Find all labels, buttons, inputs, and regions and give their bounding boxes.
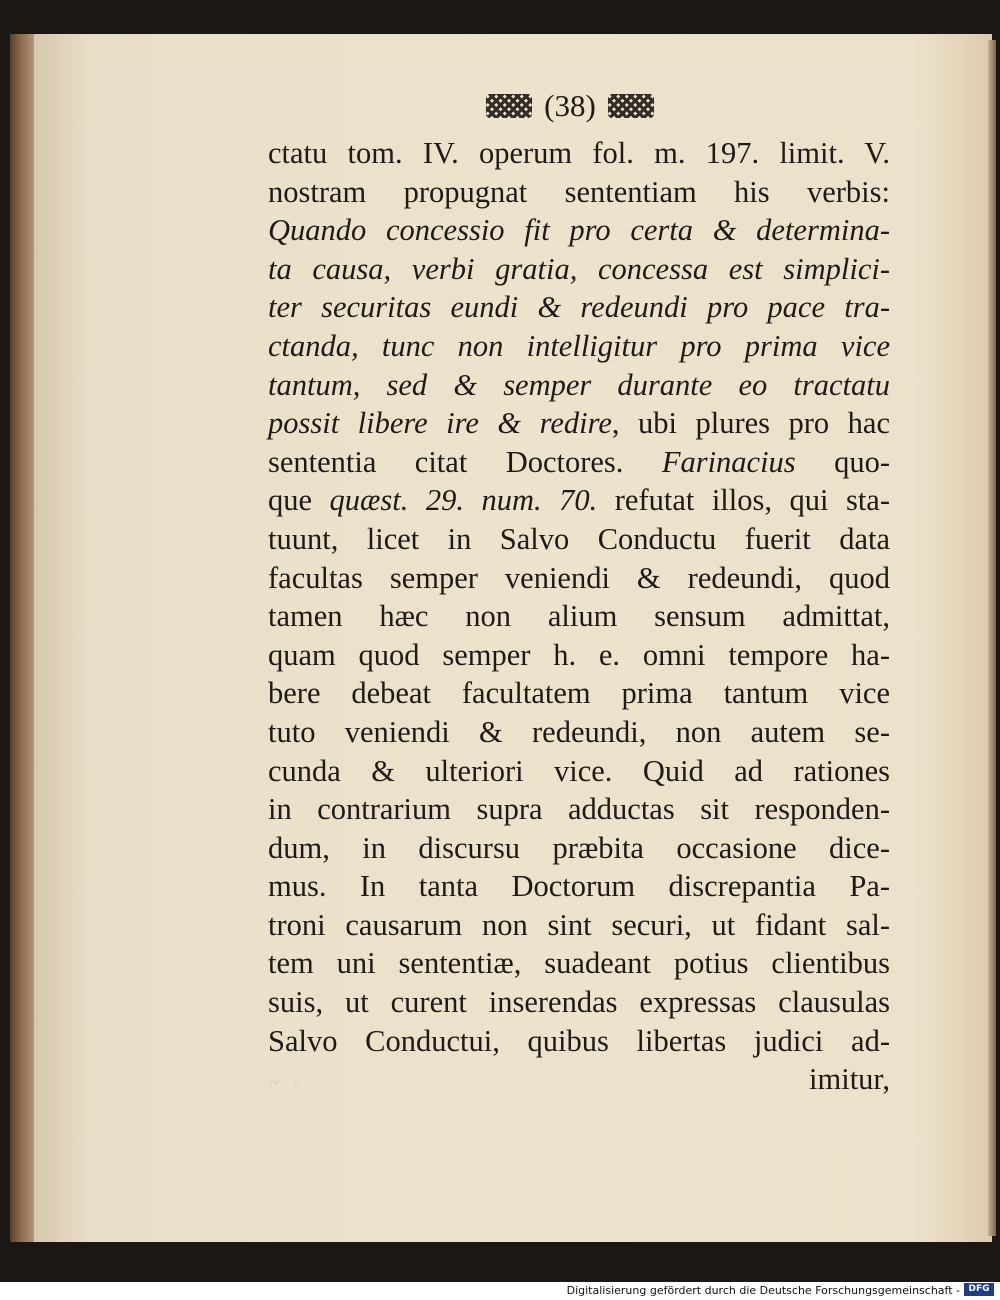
text-line: tamen hæc non alium sensum admittat, — [268, 599, 890, 634]
text-line: tuto veniendi & redeundi, non autem se- — [268, 714, 890, 749]
page-left-edge — [10, 34, 36, 1242]
page-header — [470, 86, 670, 126]
text-line — [268, 443, 890, 482]
text-line: tuunt, licet in Salvo Conductu fuerit data — [268, 521, 890, 556]
page-number: (38) — [544, 88, 596, 123]
text-line: troni causarum non sint securi, ut fidant sal- — [268, 907, 890, 942]
text-line: Quando concessio fit pro certa & determina- — [268, 213, 890, 248]
text-line — [268, 404, 890, 443]
text-line: suis, ut curent inserendas expressas clausulas — [268, 985, 890, 1020]
text-line: ter securitas eundi & redeundi pro pace tra- — [268, 290, 890, 325]
text-line: in contrarium supra adductas sit responden- — [268, 792, 890, 827]
text-line: ctanda, tunc non intelligitur pro prima vice — [268, 328, 890, 363]
ornament-right-icon — [608, 94, 654, 118]
text-segment: sententia citat Doctores. — [268, 444, 662, 479]
text-line: ctatu tom. IV. operum fol. m. 197. limit. V. — [268, 136, 890, 170]
italic-segment: possit libere ire & redire — [268, 406, 612, 441]
text-line: ta causa, verbi gratia, concessa est simplici- — [268, 251, 890, 286]
italic-segment: Farinacius — [661, 444, 796, 479]
text-segment: refutat illos, qui sta- — [597, 483, 890, 518]
funding-credit: Digitalisierung gefördert durch die Deutsche Forschungsgemeinschaft - — [566, 1284, 960, 1297]
text-line — [268, 481, 890, 520]
page-right-edge — [988, 40, 996, 1236]
italic-segment: quæst. 29. num. 70. — [329, 483, 598, 518]
text-line: tem uni sententiæ, suadeant potius clientibus — [268, 946, 890, 981]
text-line: facultas semper veniendi & redeundi, quod — [268, 560, 890, 595]
catchword: imitur, — [809, 1062, 890, 1097]
body-text — [268, 134, 890, 1099]
ink-bleed: ˜ ˙ — [268, 1078, 303, 1108]
text-segment: , ubi plures pro hac — [611, 406, 890, 441]
text-line: Salvo Conductui, quibus libertas judici ad- — [268, 1023, 890, 1058]
text-line: cunda & ulteriori vice. Quid ad rationes — [268, 753, 890, 788]
ornament-left-icon — [486, 94, 532, 118]
text-line: mus. In tanta Doctorum discrepantia Pa- — [268, 869, 890, 904]
text-segment: quo- — [795, 444, 890, 479]
text-segment: que — [268, 483, 330, 518]
text-line: quam quod semper h. e. omni tempore ha- — [268, 637, 890, 672]
text-line: tantum, sed & semper durante eo tractatu — [268, 367, 890, 402]
text-line: bere debeat facultatem prima tantum vice — [268, 676, 890, 711]
dfg-logo-icon: DFG — [964, 1283, 994, 1296]
text-line: nostram propugnat sententiam his verbis: — [268, 174, 890, 209]
text-line: dum, in discursu præbita occasione dice- — [268, 830, 890, 865]
